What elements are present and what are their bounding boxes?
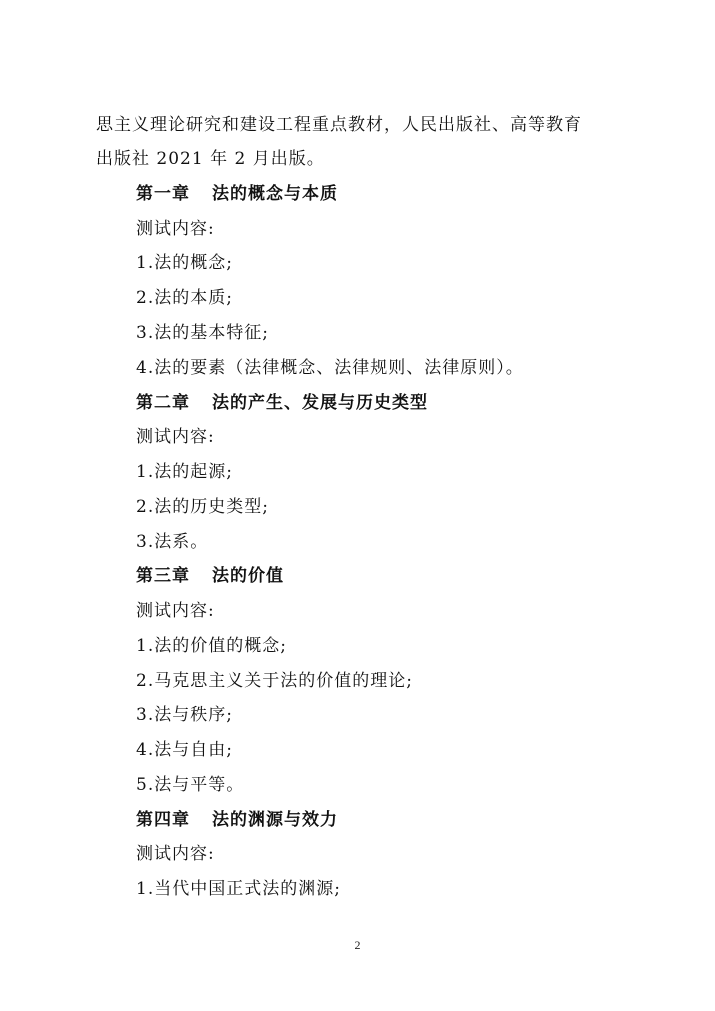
- list-item: 1.法的价值的概念;: [136, 636, 287, 656]
- chapter-title: 法的价值: [212, 566, 284, 586]
- chapter-number: 第三章: [136, 566, 190, 586]
- test-content-label: 测试内容:: [136, 219, 215, 239]
- chapter-number: 第二章: [136, 393, 190, 413]
- list-item: 3.法系。: [136, 532, 209, 552]
- page-number: 2: [354, 938, 361, 952]
- list-item: 4.法的要素（法律概念、法律规则、法律原则）。: [136, 358, 524, 378]
- intro-line-1: 思主义理论研究和建设工程重点教材，人民出版社、高等教育: [96, 115, 582, 135]
- list-item: 2.法的历史类型;: [136, 497, 269, 517]
- chapter-title: 法的概念与本质: [212, 184, 338, 204]
- chapter-heading-2: [136, 391, 428, 415]
- chapter-heading-3: [136, 564, 284, 588]
- list-item: 2.马克思主义关于法的价值的理论;: [136, 671, 413, 691]
- list-item: 3.法的基本特征;: [136, 323, 269, 343]
- chapter-heading-1: [136, 182, 338, 206]
- list-item: 4.法与自由;: [136, 740, 233, 760]
- list-item: 2.法的本质;: [136, 288, 233, 308]
- test-content-label: 测试内容:: [136, 844, 215, 864]
- test-content-label: 测试内容:: [136, 427, 215, 447]
- list-item: 3.法与秩序;: [136, 705, 233, 725]
- chapter-number: 第一章: [136, 184, 190, 204]
- list-item: 1.法的起源;: [136, 462, 233, 482]
- chapter-number: 第四章: [136, 810, 190, 830]
- list-item: 1.法的概念;: [136, 253, 233, 273]
- list-item: 5.法与平等。: [136, 775, 245, 795]
- chapter-title: 法的产生、发展与历史类型: [212, 393, 428, 413]
- test-content-label: 测试内容:: [136, 601, 215, 621]
- intro-line-2: 出版社 2021 年 2 月出版。: [96, 149, 325, 169]
- chapter-heading-4: [136, 808, 338, 832]
- chapter-title: 法的渊源与效力: [212, 810, 338, 830]
- list-item: 1.当代中国正式法的渊源;: [136, 879, 341, 899]
